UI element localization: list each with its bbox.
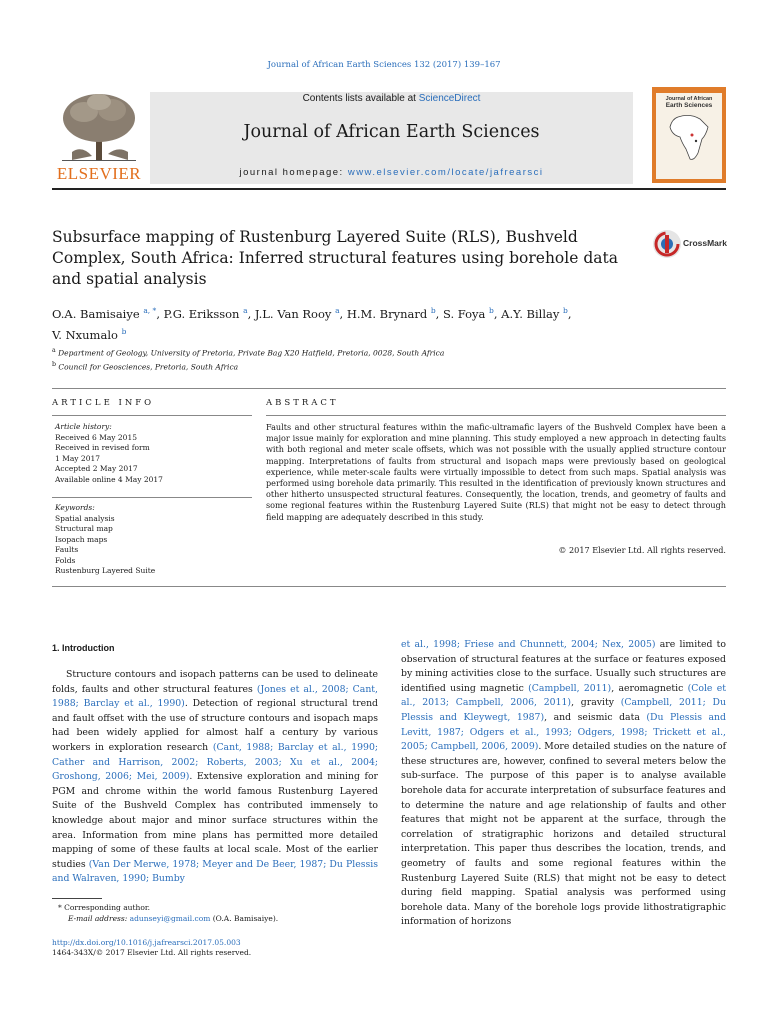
keyword: Folds [55, 555, 76, 565]
author-name: O.A. Bamisaiye [52, 306, 140, 321]
contents-line: Contents lists available at ScienceDirect [302, 93, 481, 104]
author-affiliation-marker[interactable]: b [563, 306, 568, 315]
citation-link[interactable]: (Du Plessis and Levitt, 1987; Odgers et al., 1993; Odgers, 1998; Trickett et al., 2005; Campbell, 2006, 2009) [401, 711, 726, 753]
issn-line: 1464-343X/© 2017 Elsevier Ltd. All rights reserved. [52, 948, 252, 957]
body-text: , gravity [571, 697, 621, 709]
body-text: , and seismic data [544, 711, 647, 723]
article-history: Article history: Received 6 May 2015 Received in revised form 1 May 2017 Accepted 2 May 2017 Available online 4 May 2017 [55, 422, 255, 485]
body-text: , aeromagnetic [611, 682, 688, 694]
sciencedirect-link[interactable]: ScienceDirect [418, 93, 481, 104]
crossmark-label: CrossMark [683, 238, 727, 248]
divider [266, 415, 726, 416]
author-affiliation-marker[interactable]: b [430, 306, 436, 315]
citation-link[interactable]: (Cant, 1988; Barclay et al., 1990; Cather and Harrison, 2002; Roberts, 2003; Xu et al., 2004; Groshong, 2006; Mei, 2009) [52, 741, 378, 783]
corresponding-author-note: * Corresponding author. [58, 903, 151, 912]
body-text: are limited to observation of structural features at the surface or features exposed by mining activities close to the surface. Usually such structures are identified using magnetic [401, 639, 726, 694]
affiliation [52, 345, 672, 359]
journal-citation[interactable]: Journal of African Earth Sciences 132 (2017) 139–167 [267, 60, 501, 70]
citation-link[interactable]: (Van Der Merwe, 1978; Meyer and De Beer, 1987; Du Plessis and Walraven, 1990; Bumby [52, 858, 378, 885]
body-text: . Extensive exploration and mining for PGM and chrome within the world famous Rustenburg Layered Suite of the Bushveld Complex has contributed immensely to knowledge about major and minor surface structures within the area. Information from mine plans has permitted more detailed mapping of some of these faults at local scale. Most of the earlier studies [52, 771, 378, 870]
body-text: Structure contours and isopach patterns can be used to delineate folds, faults and other structural features [52, 669, 378, 695]
keyword: Structural map [55, 524, 113, 533]
affiliation [52, 359, 672, 373]
author-email-link[interactable]: adunseyi@gmail.com [129, 914, 211, 923]
header-rule [52, 188, 726, 190]
keywords: Keywords: Spatial analysis Structural map Isopach maps Faults Folds Rustenburg Layered Suite [55, 503, 255, 577]
author-name: J.L. Van Rooy [254, 306, 332, 321]
history-item: Received 6 May 2015 [55, 432, 137, 442]
citation-link[interactable]: (Jones et al., 2008; Cant, 1988; Barclay et al., 1990) [52, 683, 378, 710]
history-item: 1 May 2017 [55, 453, 101, 463]
author-affiliation-marker[interactable]: b [489, 306, 494, 315]
author-name: V. Nxumalo [52, 327, 118, 342]
author-affiliation-marker[interactable]: a [243, 306, 248, 315]
divider [52, 497, 252, 498]
citation-link[interactable]: (Campbell, 2011; Du Plessis and Kleywegt, 1987) [401, 697, 726, 723]
article-identifiers [52, 938, 251, 958]
history-item: Accepted 2 May 2017 [55, 464, 138, 473]
article-info-heading: ARTICLE INFO [52, 398, 155, 408]
footnote-rule [52, 898, 102, 899]
author-list: O.A. Bamisaiye $^{a, *}$, P.G. Eriksson $^a$, J.L. Van Rooy $^a$, H.M. Brynard $^b$, S. Foya $^b$, A.Y. Billay $^b$, V. Nxumalo $^b$ [52, 306, 572, 342]
affiliation-text: Department of Geology, University of Pretoria, Private Bag X20 Hatfield, Pretoria, 0028, South Africa [55, 348, 445, 358]
history-item: Received in revised form [55, 443, 150, 452]
author-affiliation-marker[interactable]: a, * [143, 306, 157, 315]
section-heading-introduction: 1. Introduction [52, 643, 115, 653]
citation-link[interactable]: (Campbell, 2011) [528, 682, 612, 694]
abstract-heading: ABSTRACT [266, 398, 339, 408]
citation-link[interactable]: et al., 1998; Friese and Chunnett, 2004; Nex, 2005) [401, 639, 656, 650]
body-column-right [401, 638, 726, 930]
journal-title: Journal of African Earth Sciences [243, 122, 540, 142]
keyword: Faults [55, 545, 79, 554]
author-name: S. Foya [442, 306, 486, 321]
keyword: Isopach maps [55, 534, 108, 544]
elsevier-wordmark: ELSEVIER [56, 164, 142, 183]
abstract-text: Faults and other structural features within the mafic-ultramafic layers of the Bushveld Complex have been a major issue mainly for exploration and mine planning. This study employed a new approach in detecting faults with both regional and meter scale offsets, which was not possible with the usually applied structure contour mapping. Interpretations of faults from structural and isopach maps were previously based on geological experience, while meter-scale faults were virtually impossible to detect from such maps. Spatial analysis was performed using borehole data primarily. This resulted in the identification of previously known structures and other hitherto unsuspected structural features. Consequently, the location, trends, and geometry of faults and some regional features within the Rustenburg Layered Suite (RLS) that might not be easy to detect through field mapping are adequately described in this study. [266, 422, 726, 522]
divider [52, 586, 726, 587]
footnote: * Corresponding author. E-mail address: adunseyi@gmail.com (O.A. Bamisaiye). [58, 903, 279, 923]
africa-map-icon [656, 109, 722, 169]
divider [52, 415, 252, 416]
crossmark-button[interactable] [652, 229, 732, 259]
keyword: Spatial analysis [55, 513, 115, 523]
body-text: . Detection of regional structural trend and fault offset with the use of structure contours and isopach maps had been widely applied for almost half a century by various workers in exploration research [52, 698, 379, 753]
author-affiliation-marker[interactable]: a [335, 306, 340, 315]
affiliations [52, 345, 672, 372]
author-name: A.Y. Billay [501, 306, 560, 321]
crossmark-icon [652, 229, 682, 259]
journal-homepage: journal homepage: www.elsevier.com/locate/jafrearsci [239, 167, 544, 178]
homepage-link[interactable]: www.elsevier.com/locate/jafrearsci [347, 167, 544, 178]
divider [52, 388, 726, 389]
body-column-left [52, 668, 378, 887]
keyword: Rustenburg Layered Suite [55, 566, 156, 575]
history-item: Available online 4 May 2017 [55, 474, 163, 484]
citation-link[interactable]: (Cole et al., 2013; Campbell, 2006, 2011) [401, 682, 726, 709]
author-name: H.M. Brynard [346, 306, 428, 321]
affiliation-text: Council for Geosciences, Pretoria, South Africa [56, 362, 239, 371]
affiliation-marker: b [52, 360, 57, 368]
journal-cover: Journal of African Earth Sciences [652, 87, 726, 183]
affiliation-marker: a [52, 347, 56, 354]
author-affiliation-marker[interactable]: b [121, 326, 127, 336]
body-text: . More detailed studies on the nature of these structures are, however, confined to several meters below the sub-surface. The purpose of this paper is to analyse available borehole data for accurate interpretation of subsurface features and to determine the nature and age relationship of faults and other features that might not be apparent at the surface, through the correlation of stratigraphic horizons and detailed structural interpretation. This paper thus describes the location, trends, and geometry of faults and some regional features within the Rustenburg Layered Suite (RLS) that might not be easy to detect during field mapping. Spatial analysis was performed using borehole data. Many of the borehole logs provide lithostratigraphic information of horizons [401, 741, 727, 928]
author-name: P.G. Eriksson [163, 306, 240, 321]
abstract-copyright: © 2017 Elsevier Ltd. All rights reserved. [558, 545, 726, 555]
doi-link[interactable]: http://dx.doi.org/10.1016/j.jafrearsci.2017.05.003 [52, 938, 241, 947]
article-title: Subsurface mapping of Rustenburg Layered Suite (RLS), Bushveld Complex, South Africa: Inferred structural features using borehole data and spatial analysis [52, 228, 618, 288]
elsevier-logo [52, 90, 146, 182]
